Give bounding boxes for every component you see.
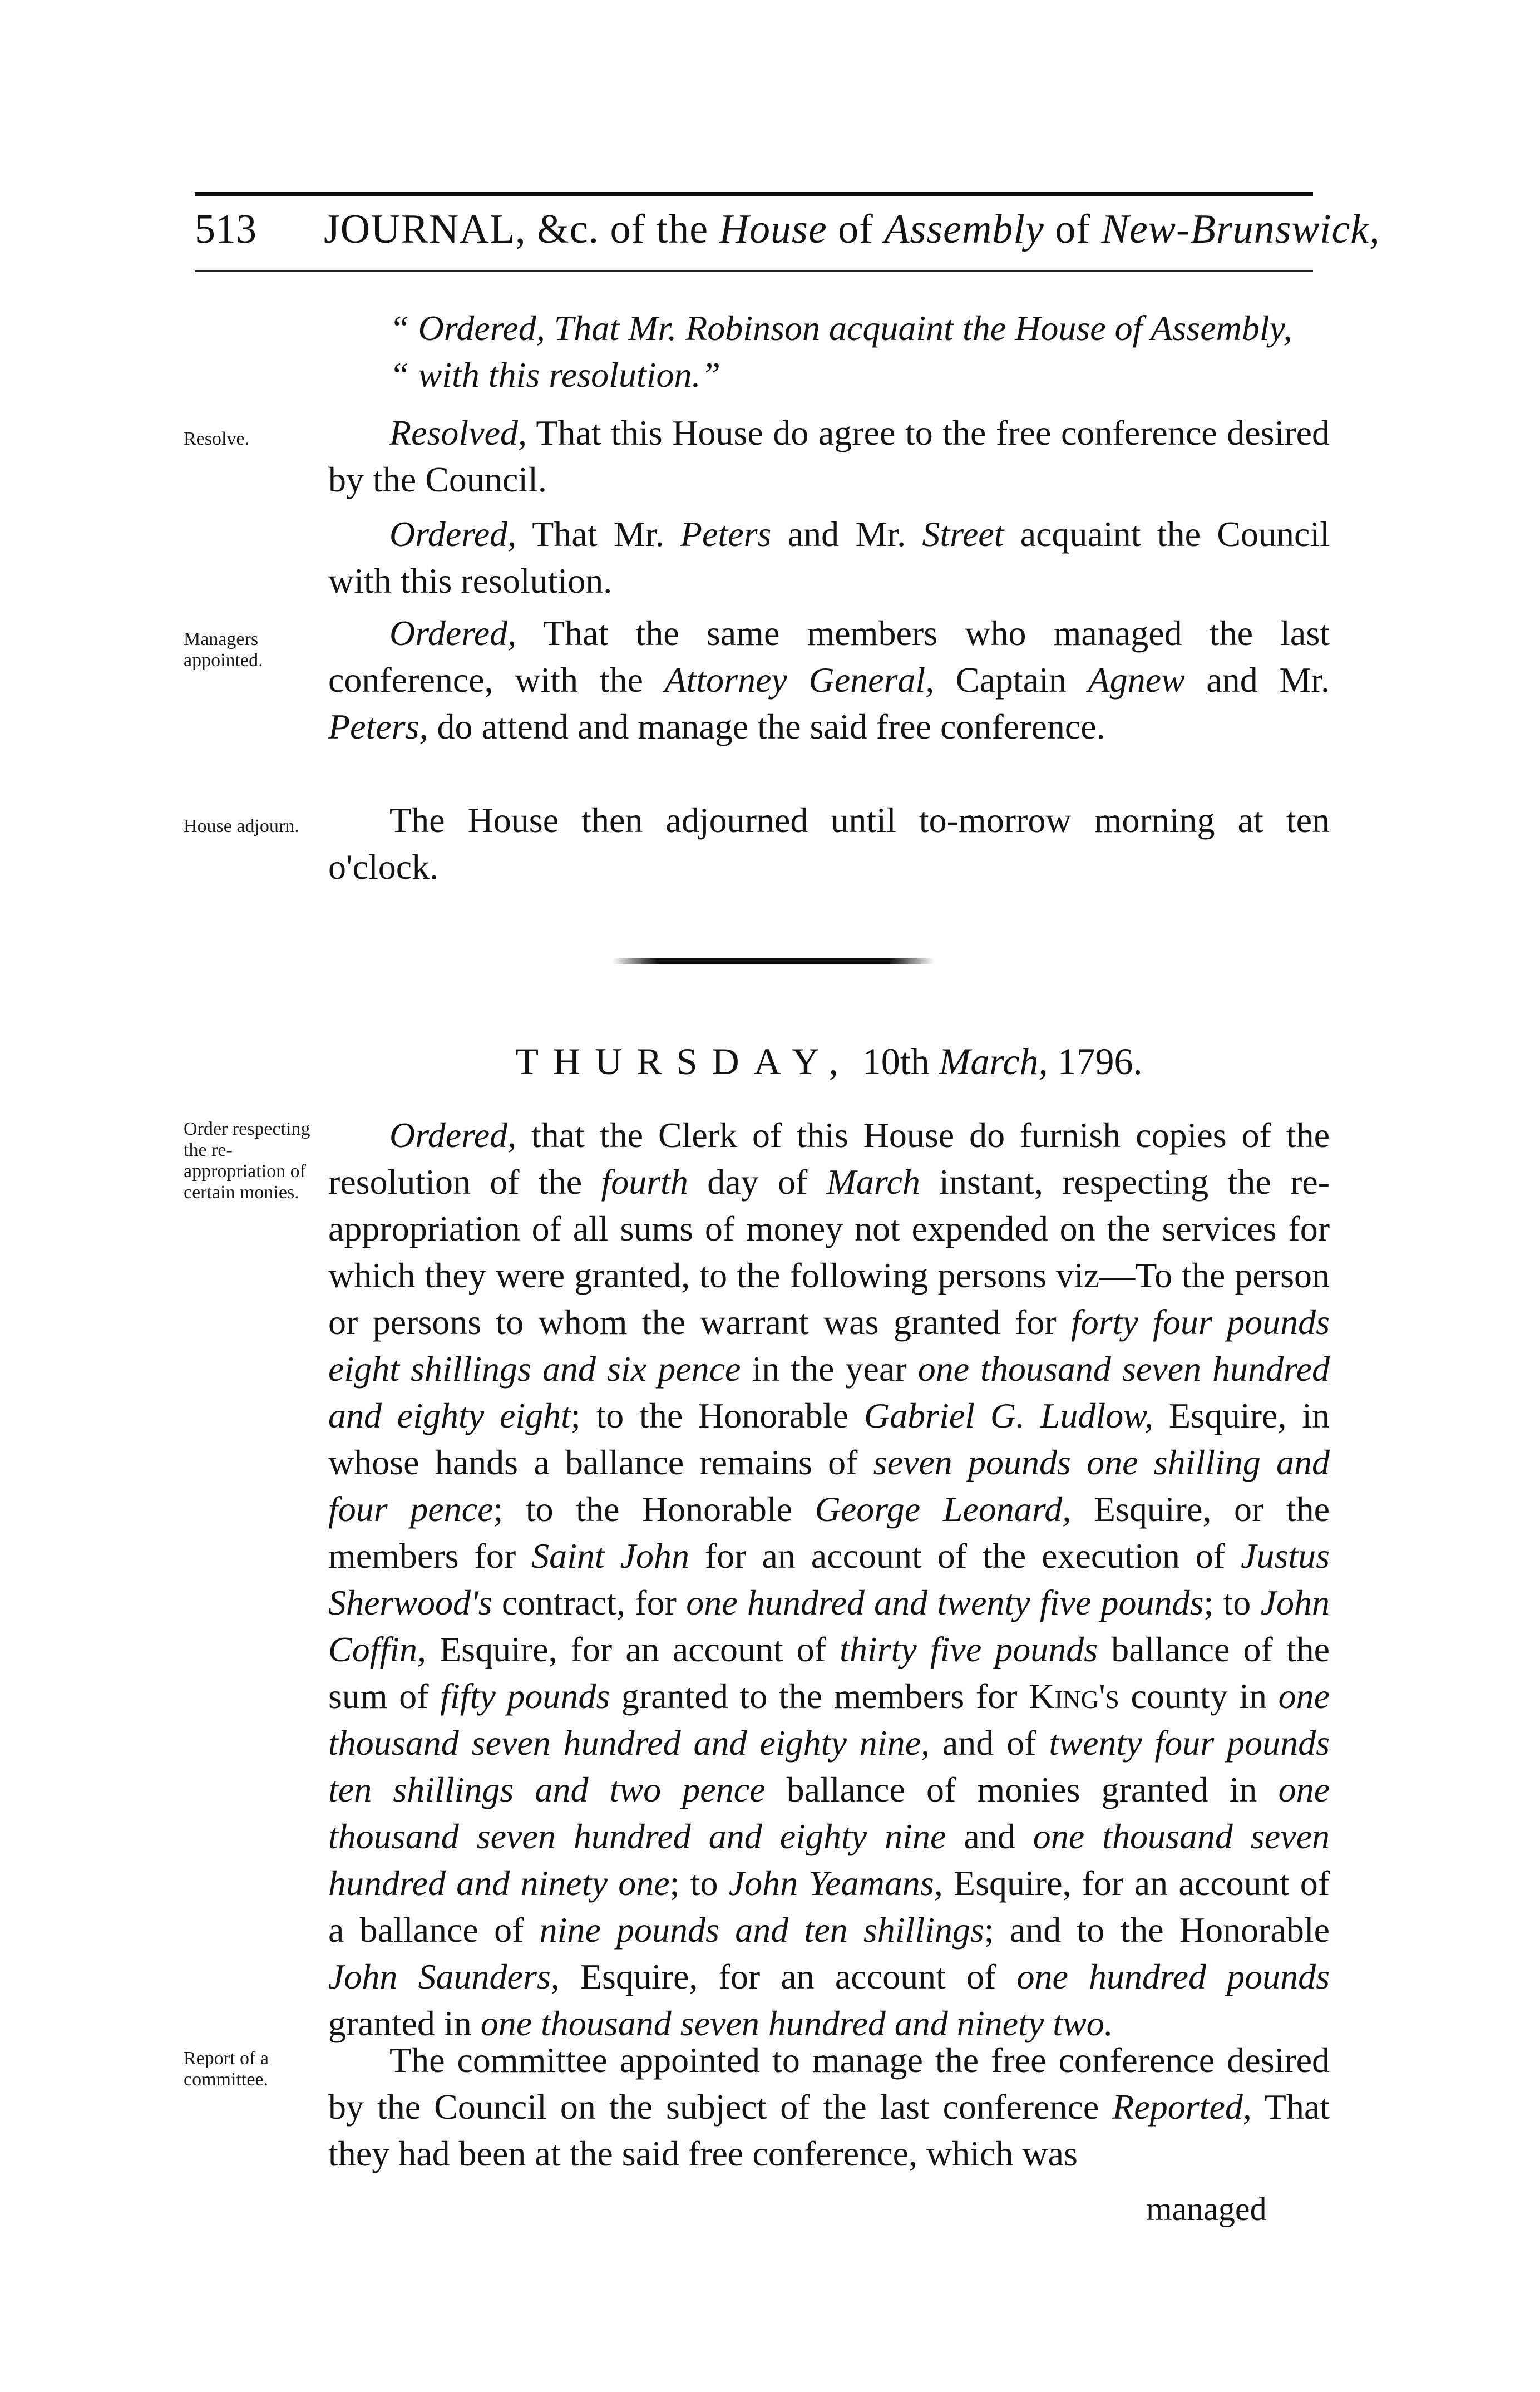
quoted-order-paragraph [328, 305, 1330, 398]
ordered-peters-street-paragraph: Ordered, That Mr. Peters and Mr. Street acquaint the Council with this resolution. [328, 514, 1330, 601]
catchword: managed [1146, 2191, 1267, 2227]
margin-note-report: Report of a committee. [184, 2048, 269, 2090]
margin-note-adjourn: House adjourn. [184, 816, 299, 836]
header-bottom-rule [195, 270, 1313, 272]
resolved-paragraph: Resolved, That this House do agree to the free conference desired by the Council. [328, 413, 1330, 499]
section-divider [612, 958, 935, 964]
margin-note-order: Order respecting the re-appropriation of certain monies. [184, 1119, 310, 1203]
adjourn-paragraph: The House then adjourned until to-morrow morning at ten o'clock. [328, 800, 1330, 887]
page-number: 513 [195, 206, 256, 252]
margin-note-resolve: Resolve. [184, 429, 250, 449]
quoted-order-line-1: “ Ordered, That Mr. Robinson acquaint the House of Assembly, [389, 308, 1292, 348]
page-header [195, 206, 1380, 267]
margin-note-managers: Managers appointed. [184, 629, 263, 671]
quoted-order-line-2: “ with this resolution.” [389, 355, 721, 395]
report-paragraph: The committee appointed to manage the free conference desired by the Council on the subject of the last conference Reported, That they had been at the said free conference, which was [328, 2040, 1330, 2173]
order-paragraph: Ordered, that the Clerk of this House do furnish copies of the resolution of the fourth day of March instant, respecting the re-appropriation of all sums of money not expended on the services for which they were granted, to the following persons viz—To the person or persons to whom the warrant was granted for forty four pounds eight shillings and six pence in the year one thousand seven hundred and eighty eight; to the Honorable Gabriel G. Ludlow, Esquire, in whose hands a ballance remains of seven pounds one shilling and four pence; to the Honorable George Leonard, Esquire, or the members for Saint John for an account of the execution of Justus Sherwood's contract, for one hundred and twenty five pounds; to John Coffin, Esquire, for an account of thirty five pounds ballance of the sum of fifty pounds granted to the members for King's county in one thousand seven hundred and eighty nine, and of twenty four pounds ten shillings and two pence ballance of monies granted in one thousand seven hundred and eighty nine and one thousand seven hundred and ninety one; to John Yeamans, Esquire, for an account of a ballance of nine pounds and ten shillings; and to the Honorable John Saunders, Esquire, for an account of one hundred pounds granted in one thousand seven hundred and ninety two. [328, 1115, 1330, 2043]
managers-paragraph: Ordered, That the same members who managed the last conference, with the Attorney General, Captain Agnew and Mr. Peters, do attend and manage the said free conference. [328, 613, 1330, 746]
header-top-rule [195, 192, 1313, 196]
running-head: JOURNAL, &c. of the House of Assembly of New-Brunswick, [324, 206, 1380, 252]
date-heading: THURSDAY, 10th March, 1796. [515, 1040, 1143, 1082]
